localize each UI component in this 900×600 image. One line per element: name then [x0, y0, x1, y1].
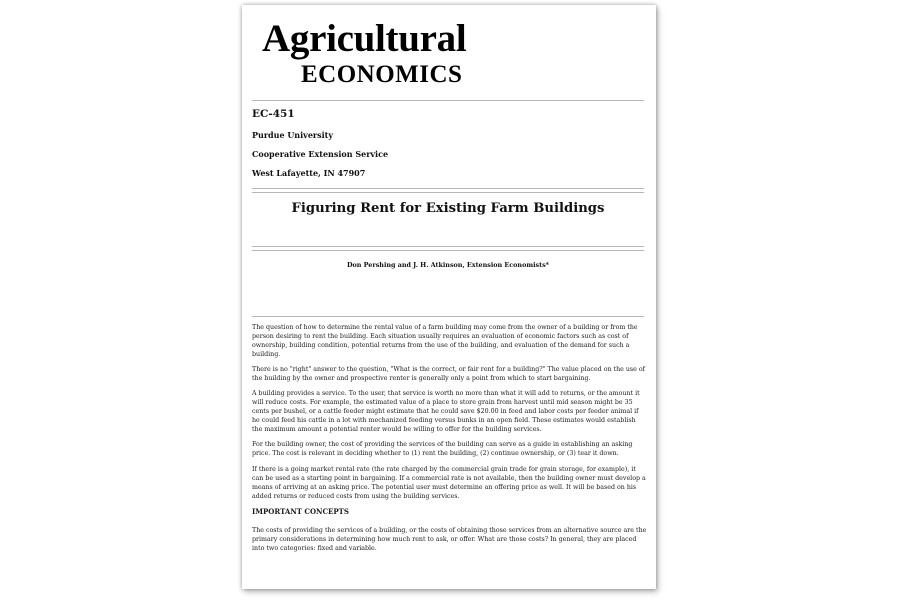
divider: [252, 100, 644, 101]
masthead-line-economics: ECONOMICS: [301, 61, 463, 88]
divider: [252, 188, 644, 189]
body-paragraph: There is no "right" answer to the question, "What is the correct, or fair rent for a building?" The value placed on the use of the building by the owner and prospective renter is generally only a point from which to start bargaining.: [252, 366, 646, 383]
document-page: [242, 5, 656, 589]
masthead-line-agricultural: Agricultural: [262, 17, 467, 60]
location-address: West Lafayette, IN 47907: [252, 168, 366, 178]
publication-code: EC-451: [252, 108, 295, 120]
body-paragraph: The question of how to determine the rental value of a farm building may come from the owner of a building or from the person desiring to rent the building. Each situation usually requires an evaluation of economic factors such as cost of ownership, building condition, potential returns from the use of the building, and evaluation of the demand for such a building.: [252, 324, 638, 358]
section-heading: IMPORTANT CONCEPTS: [252, 506, 349, 516]
body-paragraph: A building provides a service. To the user, that service is worth no more than what it will add to returns, or the amount it will reduce costs. For example, the estimated value of a place to store grain from harvest until mid season might be 35 cents per bushel, or a cattle feeder might estimate that he could save $20.00 in feed and labor costs per feeder animal if he could feed his cattle in a lot with mechanized feeding versus bunks in an open field. These estimates would establish the maximum amount a potential renter would be willing to offer for the building services.: [252, 390, 640, 434]
divider: [252, 192, 644, 193]
author-line: Don Pershing and J. H. Atkinson, Extension Economists*: [346, 261, 550, 269]
body-paragraph: For the building owner, the cost of providing the services of the building can serve as a guide in establishing an asking price. The cost is relevant in deciding whether to (1) rent the building, (2) continue ownership, or (3) tear it down.: [252, 441, 633, 458]
divider: [252, 316, 644, 317]
masthead-logo: [262, 19, 482, 91]
document-title: Figuring Rent for Existing Farm Buildings: [291, 201, 605, 216]
divider: [252, 250, 644, 251]
service-name: Cooperative Extension Service: [252, 149, 389, 159]
body-paragraph: If there is a going market rental rate (the rate charged by the commercial grain trade for grain storage, for example), it can be used as a starting point in bargaining. If a commercial rate is not available, then the building owner must develop a means of arriving at an asking price. The potential user must determine an offering price as well. It will be based on his added returns or reduced costs from using the building services.: [252, 465, 646, 500]
body-text: [252, 324, 647, 560]
institution-name: Purdue University: [252, 130, 334, 140]
divider: [252, 246, 644, 247]
body-paragraph: The costs of providing the services of a building, or the costs of obtaining those services from an alternative source are the primary considerations in determining how much rent to ask, or offer. What are those costs? In general, they are placed into two categories: fixed and variable.: [252, 526, 647, 552]
